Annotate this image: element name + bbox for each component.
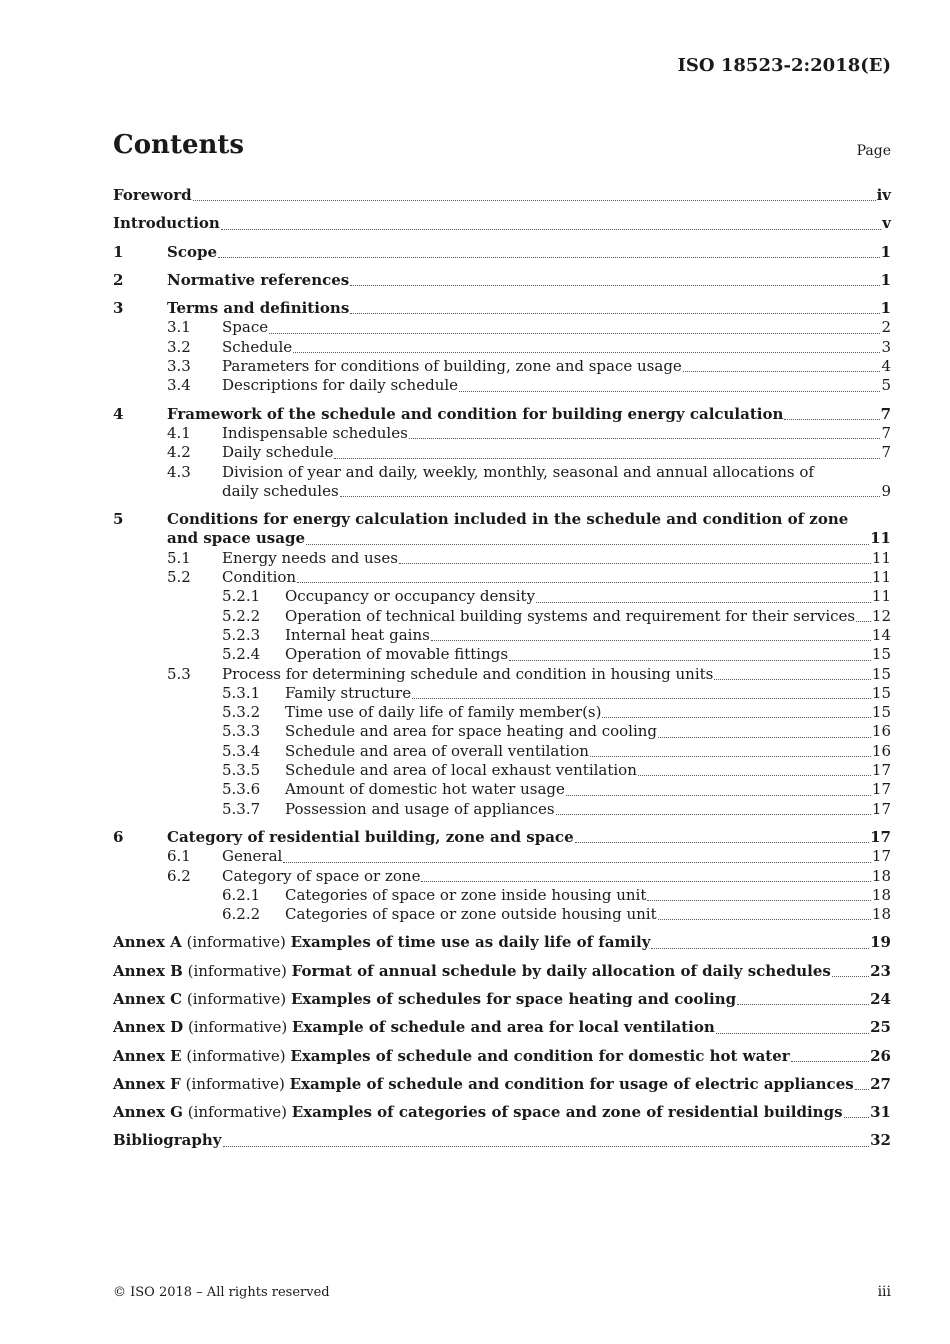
dot-leader	[855, 1089, 869, 1090]
toc-title: Examples of schedule and condition for domestic hot water	[290, 1046, 790, 1065]
toc-title: Scope	[167, 242, 218, 261]
annex-type: (informative)	[187, 1103, 288, 1122]
toc-title-line1: Conditions for energy calculation included in the schedule and condition of zone	[167, 510, 849, 529]
toc-page: iv	[876, 186, 891, 204]
page-column-label: Page	[856, 143, 891, 159]
toc-page: 31	[870, 1103, 891, 1122]
dot-leader	[334, 458, 880, 459]
toc-entry-section-5-3-2[interactable]	[113, 703, 891, 722]
toc-number: 3	[113, 299, 124, 318]
toc-title: Schedule	[222, 337, 293, 356]
toc-page: 12	[871, 606, 891, 625]
dot-leader	[556, 814, 871, 815]
toc-page: 11	[871, 568, 891, 587]
toc-title: Categories of space or zone inside housing unit	[285, 885, 647, 904]
toc-title: Energy needs and uses	[222, 548, 398, 567]
toc-page: 17	[871, 847, 891, 866]
toc-title: Operation of movable fittings	[285, 645, 509, 664]
toc-entry-section-5-2-1[interactable]	[113, 587, 891, 606]
toc-number: 6.2	[167, 866, 191, 885]
toc-number: 5.2.1	[222, 587, 261, 606]
toc-page: 15	[871, 645, 891, 664]
toc-entry-section-3-4[interactable]	[113, 376, 891, 395]
toc-page: 15	[871, 703, 891, 722]
toc-page: 17	[871, 799, 891, 818]
toc-number: 6	[113, 827, 124, 846]
dot-leader	[193, 200, 876, 201]
toc-title: Indispensable schedules	[222, 423, 408, 442]
toc-page: 24	[870, 989, 891, 1008]
annex-type: (informative)	[186, 989, 287, 1008]
toc-title: Categories of space or zone outside housing unit	[285, 905, 657, 924]
toc-page: 15	[871, 664, 891, 683]
toc-page: 23	[870, 961, 891, 980]
dot-leader	[791, 1061, 869, 1062]
toc-title: Family structure	[285, 683, 412, 702]
dot-leader	[269, 333, 880, 334]
annex-label: Annex F	[113, 1074, 181, 1093]
toc-title: Possession and usage of appliances	[285, 799, 555, 818]
toc-page: 15	[871, 683, 891, 702]
toc-page: 7	[881, 423, 891, 442]
dot-leader	[714, 679, 871, 680]
toc-page: 11	[870, 529, 891, 548]
dot-leader	[590, 756, 871, 757]
dot-leader	[283, 862, 871, 863]
toc-entry-section-6-2-2[interactable]	[113, 905, 891, 924]
toc-entry-section-1[interactable]	[113, 243, 891, 262]
toc-page: 25	[870, 1018, 891, 1037]
dot-leader	[218, 257, 880, 258]
toc-number: 5.3.6	[222, 780, 261, 799]
toc-entry-section-6-1[interactable]	[113, 847, 891, 866]
toc-entry-annex-c[interactable]	[113, 990, 891, 1009]
annex-type: (informative)	[187, 961, 287, 980]
toc-entry-annex-g[interactable]	[113, 1103, 891, 1122]
dot-leader	[412, 698, 871, 699]
toc-number: 6.2.1	[222, 885, 261, 904]
toc-page: 17	[870, 827, 891, 846]
dot-leader	[566, 795, 871, 796]
toc-title-line2: daily schedules	[222, 481, 339, 500]
toc-entry-section-3-3[interactable]	[113, 357, 891, 376]
dot-leader	[431, 640, 871, 641]
toc-title: Parameters for conditions of building, zone and space usage	[222, 357, 682, 376]
toc-title: Terms and definitions	[167, 299, 350, 318]
dot-leader	[421, 881, 870, 882]
toc-page: 2	[881, 318, 891, 337]
toc-number: 5	[113, 510, 124, 529]
toc-entry-section-5-3[interactable]	[113, 665, 891, 684]
toc-page: 18	[871, 866, 891, 885]
dot-leader	[223, 1146, 870, 1147]
toc-number: 4.2	[167, 443, 191, 462]
toc-number: 3.4	[167, 376, 191, 395]
dot-leader	[658, 737, 871, 738]
toc-number: 5.2.4	[222, 645, 261, 664]
toc-title: Category of residential building, zone and space	[167, 827, 574, 846]
toc-page: 5	[881, 376, 891, 395]
toc-entry-section-4[interactable]	[113, 405, 891, 424]
toc-title-line1: Division of year and daily, weekly, monthly, seasonal and annual allocations of	[222, 462, 814, 481]
dot-leader	[832, 976, 869, 977]
dot-leader	[602, 717, 870, 718]
toc-number: 6.2.2	[222, 905, 261, 924]
toc-entry-section-5-3-4[interactable]	[113, 742, 891, 761]
toc-title: Bibliography	[113, 1131, 222, 1150]
toc-number: 5.1	[167, 548, 191, 567]
dot-leader	[399, 563, 871, 564]
toc-page: 7	[880, 404, 891, 423]
toc-page: 27	[870, 1074, 891, 1093]
toc-title: Process for determining schedule and condition in housing units	[222, 664, 714, 683]
toc-entry-annex-f[interactable]	[113, 1075, 891, 1094]
toc-entry-section-6-2[interactable]	[113, 867, 891, 886]
toc-entry-annex-d[interactable]	[113, 1018, 891, 1037]
dot-leader	[716, 1033, 869, 1034]
toc-entry-annex-a[interactable]	[113, 933, 891, 952]
dot-leader	[306, 544, 869, 545]
toc-number: 3.3	[167, 357, 191, 376]
toc-page: 3	[881, 337, 891, 356]
dot-leader	[658, 919, 871, 920]
toc-entry-section-5-3-6[interactable]	[113, 780, 891, 799]
dot-leader	[340, 496, 881, 497]
dot-leader	[647, 900, 871, 901]
toc-page: 18	[871, 885, 891, 904]
dot-leader	[350, 285, 879, 286]
toc-page: 11	[871, 587, 891, 606]
toc-title: Operation of technical building systems and requirement for their services	[285, 606, 856, 625]
toc-number: 3.2	[167, 337, 191, 356]
toc-entry-section-5[interactable]	[113, 510, 891, 549]
dot-leader	[844, 1117, 870, 1118]
toc-title: Time use of daily life of family member(s)	[285, 703, 602, 722]
toc-number: 5.2.2	[222, 606, 261, 625]
annex-label: Annex D	[113, 1018, 184, 1037]
toc-page: 17	[871, 761, 891, 780]
toc-title: Examples of time use as daily life of family	[290, 933, 651, 952]
annex-type: (informative)	[185, 1074, 285, 1093]
dot-leader	[536, 602, 871, 603]
dot-leader	[856, 621, 871, 622]
toc-title: Internal heat gains	[285, 625, 430, 644]
toc-entry-section-5-2-3[interactable]	[113, 626, 891, 645]
annex-label: Annex B	[113, 961, 183, 980]
toc-title: Normative references	[167, 270, 350, 289]
toc-number: 1	[113, 242, 124, 261]
toc-entry-section-3[interactable]	[113, 299, 891, 318]
toc-number: 5.3.2	[222, 703, 261, 722]
toc-page: 7	[881, 443, 891, 462]
toc-title: Examples of schedules for space heating and cooling	[290, 989, 737, 1008]
toc-page: 1	[880, 270, 891, 289]
toc-number: 5.2.3	[222, 625, 261, 644]
toc-entry-introduction[interactable]	[113, 214, 891, 233]
toc-page: 19	[870, 933, 891, 952]
toc-page: v	[882, 214, 891, 233]
toc-title: Condition	[222, 568, 297, 587]
annex-type: (informative)	[187, 1018, 288, 1037]
toc-entry-annex-b[interactable]	[113, 962, 891, 981]
dot-leader	[784, 419, 879, 420]
toc-number: 5.3.7	[222, 799, 261, 818]
toc-entry-section-5-3-5[interactable]	[113, 761, 891, 780]
toc-number: 5.3	[167, 664, 191, 683]
dot-leader	[409, 438, 881, 439]
annex-label: Annex C	[113, 989, 183, 1008]
toc-number: 5.2	[167, 568, 191, 587]
toc-number: 2	[113, 270, 124, 289]
toc-title: Format of annual schedule by daily allocation of daily schedules	[291, 961, 831, 980]
dot-leader	[350, 313, 879, 314]
toc-page: 1	[880, 299, 891, 318]
toc-title: Occupancy or occupancy density	[285, 587, 536, 606]
dot-leader	[297, 582, 871, 583]
toc-entry-section-5-1[interactable]	[113, 549, 891, 568]
table-of-contents	[113, 186, 891, 1151]
toc-title: Examples of categories of space and zone of residential buildings	[291, 1103, 843, 1122]
toc-title: Amount of domestic hot water usage	[285, 780, 565, 799]
toc-title: Framework of the schedule and condition for building energy calculation	[167, 404, 784, 423]
dot-leader	[459, 391, 880, 392]
toc-entry-section-6[interactable]	[113, 828, 891, 847]
toc-number: 6.1	[167, 847, 191, 866]
toc-entry-section-3-1[interactable]	[113, 318, 891, 337]
toc-entry-section-4-1[interactable]	[113, 424, 891, 443]
toc-entry-section-5-3-1[interactable]	[113, 684, 891, 703]
toc-page: 16	[871, 722, 891, 741]
copyright-notice: © ISO 2018 – All rights reserved	[113, 1285, 330, 1300]
dot-leader	[509, 660, 871, 661]
page-title: Contents	[113, 130, 245, 160]
dot-leader	[737, 1004, 869, 1005]
toc-number: 4.3	[167, 462, 191, 481]
toc-entry-section-5-3-3[interactable]	[113, 722, 891, 741]
toc-title: Foreword	[113, 186, 192, 204]
toc-entry-section-6-2-1[interactable]	[113, 886, 891, 905]
toc-page: 14	[871, 625, 891, 644]
dot-leader	[651, 948, 869, 949]
toc-entry-section-5-3-7[interactable]	[113, 800, 891, 819]
toc-page: 26	[870, 1046, 891, 1065]
toc-number: 5.3.4	[222, 741, 261, 760]
toc-page: 17	[871, 780, 891, 799]
toc-page: 4	[881, 357, 891, 376]
toc-title: Space	[222, 318, 269, 337]
toc-page: 1	[880, 242, 891, 261]
annex-type: (informative)	[186, 933, 286, 952]
annex-label: Annex E	[113, 1046, 182, 1065]
toc-title: General	[222, 847, 283, 866]
toc-title: Category of space or zone	[222, 866, 421, 885]
toc-entry-foreword[interactable]	[113, 186, 891, 205]
toc-entry-section-3-2[interactable]	[113, 338, 891, 357]
toc-number: 5.3.1	[222, 683, 261, 702]
dot-leader	[575, 842, 870, 843]
toc-entry-section-4-3[interactable]	[113, 463, 891, 502]
toc-number: 3.1	[167, 318, 191, 337]
annex-label: Annex A	[113, 933, 182, 952]
dot-leader	[638, 775, 871, 776]
toc-entry-section-5-2-2[interactable]	[113, 607, 891, 626]
dot-leader	[683, 371, 881, 372]
annex-label: Annex G	[113, 1103, 183, 1122]
toc-entry-section-2[interactable]	[113, 271, 891, 290]
toc-title: Descriptions for daily schedule	[222, 376, 459, 395]
toc-number: 5.3.3	[222, 722, 261, 741]
toc-title: Daily schedule	[222, 443, 334, 462]
toc-title: Example of schedule and area for local ventilation	[292, 1018, 715, 1037]
toc-entry-section-4-2[interactable]	[113, 443, 891, 462]
toc-title: Schedule and area of overall ventilation	[285, 741, 589, 760]
dot-leader	[221, 229, 881, 230]
toc-entry-section-5-2[interactable]	[113, 568, 891, 587]
toc-page: 32	[870, 1131, 891, 1150]
annex-type: (informative)	[186, 1046, 286, 1065]
toc-page: 16	[871, 741, 891, 760]
toc-page: 9	[881, 481, 891, 500]
toc-title: Introduction	[113, 214, 220, 233]
page-number: iii	[877, 1284, 891, 1300]
toc-title-line2: and space usage	[167, 529, 305, 548]
toc-number: 4	[113, 404, 124, 423]
dot-leader	[293, 352, 880, 353]
toc-number: 4.1	[167, 423, 191, 442]
toc-title: Example of schedule and condition for usage of electric appliances	[289, 1074, 854, 1093]
toc-title: Schedule and area of local exhaust ventilation	[285, 761, 637, 780]
toc-page: 11	[871, 548, 891, 567]
document-id: ISO 18523-2:2018(E)	[677, 55, 891, 76]
toc-number: 5.3.5	[222, 761, 261, 780]
toc-title: Schedule and area for space heating and cooling	[285, 722, 658, 741]
toc-entry-annex-e[interactable]	[113, 1047, 891, 1066]
toc-page: 18	[871, 905, 891, 924]
toc-entry-bibliography[interactable]	[113, 1131, 891, 1150]
toc-entry-section-5-2-4[interactable]	[113, 645, 891, 664]
